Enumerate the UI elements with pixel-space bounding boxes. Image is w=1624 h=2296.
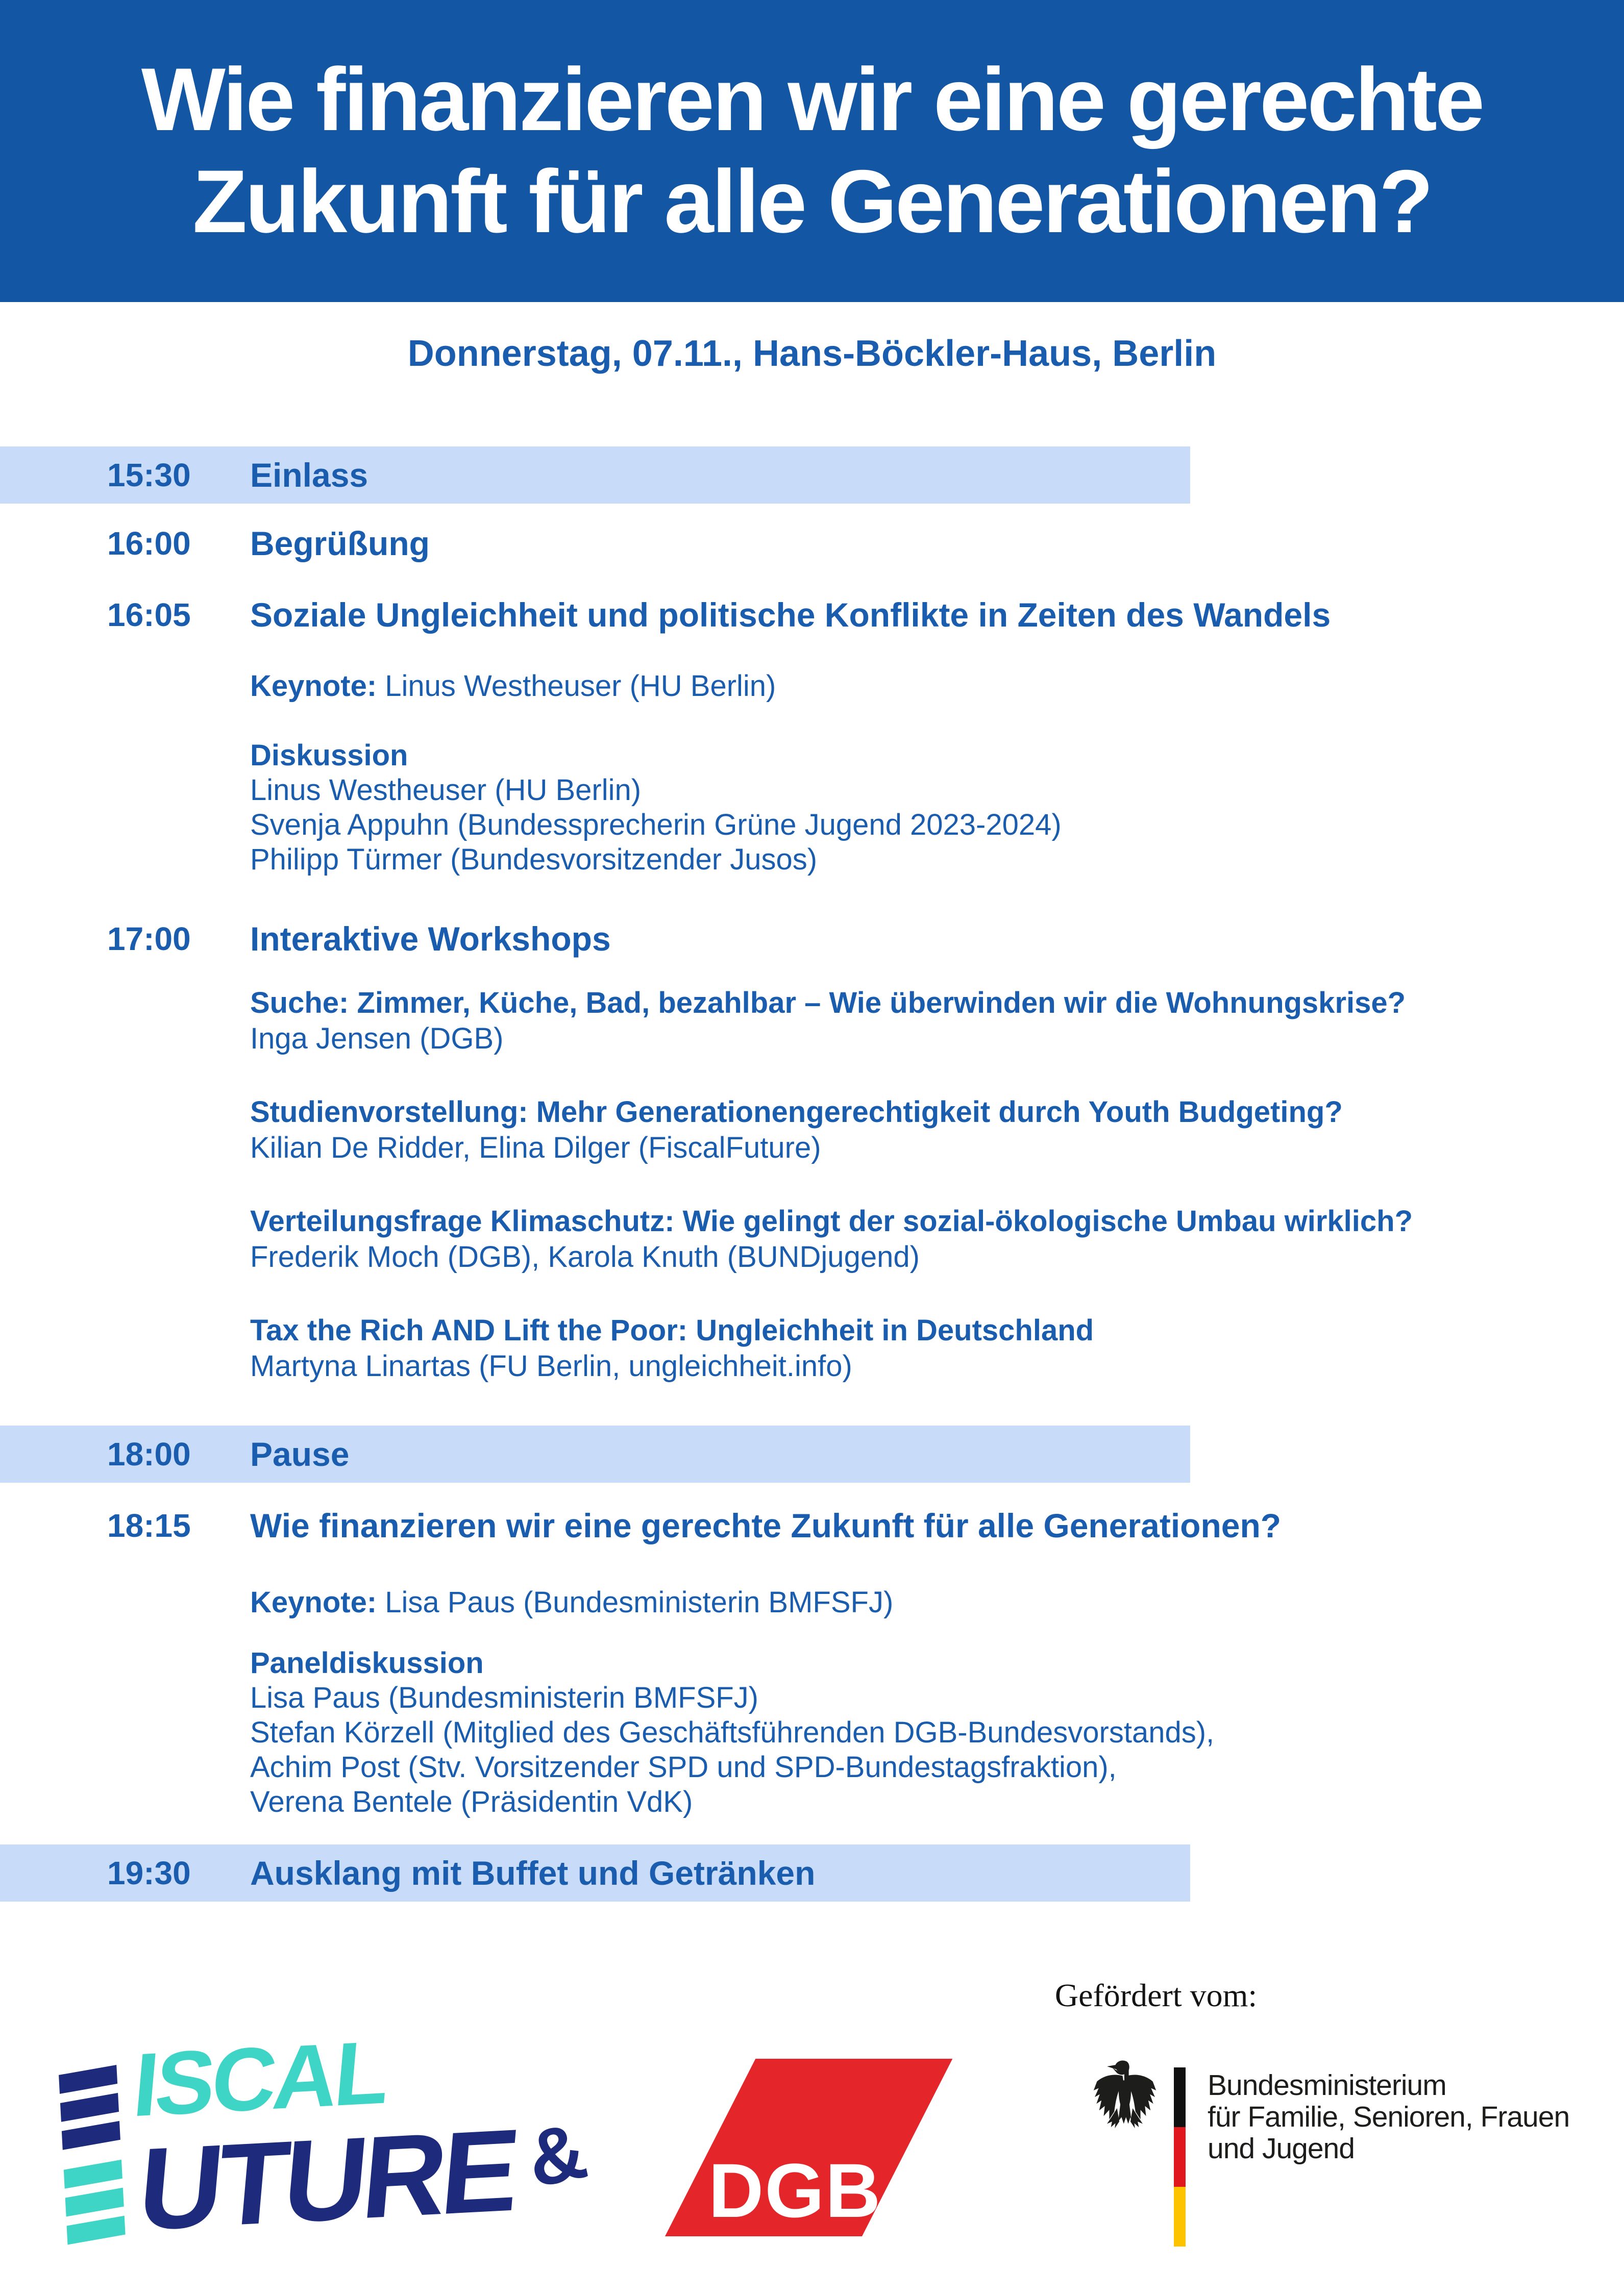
time-label: 18:00 [107, 1436, 191, 1473]
session-title: Ausklang mit Buffet und Getränken [250, 1854, 816, 1892]
event-date-location: Donnerstag, 07.11., Hans-Böckler-Haus, Berlin [407, 333, 1217, 374]
page-title [141, 49, 1483, 253]
keynote-line [250, 669, 1603, 703]
ampersand: & [520, 2106, 594, 2204]
bmfsfj-line2: für Familie, Senioren, Frauen [1208, 2101, 1570, 2133]
future-word: UTURE [133, 2105, 520, 2255]
workshop-speakers: Kilian De Ridder, Elina Dilger (FiscalFuture) [250, 1131, 821, 1164]
workshop-speakers: Martyna Linartas (FU Berlin, ungleichheit.info) [250, 1350, 852, 1383]
bmfsfj-logo-text [1208, 2069, 1569, 2164]
panelist: Achim Post (Stv. Vorsitzender SPD und SPD-Bundestagsfraktion), [250, 1751, 1117, 1784]
dgb-logo-text: DGB [708, 2148, 882, 2233]
paneldiscussion-block [250, 1646, 1603, 1819]
keynote-line [250, 1586, 1603, 1619]
keynote-speaker: Linus Westheuser (HU Berlin) [377, 669, 776, 703]
bmfsfj-line3: und Jugend [1208, 2132, 1355, 2165]
workshop-speakers: Frederik Moch (DGB), Karola Knuth (BUNDjugend) [250, 1240, 920, 1274]
paneldiscussion-label: Paneldiskussion [250, 1646, 484, 1680]
bmfsfj-line1: Bundesministerium [1208, 2069, 1446, 2102]
time-label: 15:30 [107, 457, 191, 493]
discussion-label: Diskussion [250, 739, 408, 772]
panelist: Verena Bentele (Präsidentin VdK) [250, 1785, 693, 1818]
schedule-row-pause [0, 1426, 1190, 1483]
time-label: 17:00 [107, 920, 191, 957]
session-title: Einlass [250, 456, 368, 494]
funding-label: Gefördert vom: [1054, 1977, 1258, 2013]
keynote-label: Keynote: [250, 1586, 377, 1619]
header-banner [0, 0, 1624, 302]
future-f-bars-icon [63, 2163, 128, 2250]
schedule-row-ausklang [0, 1844, 1190, 1902]
session-title: Begrüßung [250, 525, 430, 562]
workshop-title: Verteilungsfrage Klimaschutz: Wie gelingt der sozial-ökologische Umbau wirklich? [250, 1205, 1413, 1238]
session-title: Soziale Ungleichheit und politische Konflikte in Zeiten des Wandels [250, 596, 1331, 634]
german-flag-stripe-icon [1174, 2067, 1186, 2247]
panelist: Philipp Türmer (Bundesvorsitzender Jusos) [250, 843, 818, 876]
federal-eagle-icon [1091, 2060, 1159, 2135]
fiscal-future-logo [57, 2021, 527, 2259]
session-title: Wie finanzieren wir eine gerechte Zukunft für alle Generationen? [250, 1507, 1282, 1544]
session-title: Pause [250, 1435, 350, 1473]
panelist: Linus Westheuser (HU Berlin) [250, 773, 642, 807]
keynote-label: Keynote: [250, 669, 377, 703]
workshop-speakers: Inga Jensen (DGB) [250, 1022, 504, 1055]
time-label: 16:00 [107, 525, 191, 562]
panelist: Lisa Paus (Bundesministerin BMFSFJ) [250, 1681, 758, 1714]
schedule-row-einlass [0, 446, 1190, 504]
workshop-title: Studienvorstellung: Mehr Generationengerechtigkeit durch Youth Budgeting? [250, 1095, 1343, 1129]
page-title-line2: Zukunft für alle Generationen? [192, 152, 1432, 252]
panelist: Svenja Appuhn (Bundessprecherin Grüne Jugend 2023-2024) [250, 808, 1062, 841]
page-title-line1: Wie finanzieren wir eine gerechte [141, 50, 1483, 149]
workshop-title: Suche: Zimmer, Küche, Bad, bezahlbar – Wie überwinden wir die Wohnungskrise? [250, 986, 1406, 1019]
panelist: Stefan Körzell (Mitglied des Geschäftsführenden DGB-Bundesvorstands), [250, 1716, 1215, 1749]
discussion-block [250, 738, 1603, 877]
time-label: 16:05 [107, 596, 191, 633]
time-label: 18:15 [107, 1507, 191, 1544]
time-label: 19:30 [107, 1855, 191, 1891]
fiscal-word: ISCAL [129, 2022, 391, 2136]
workshop-title: Tax the Rich AND Lift the Poor: Ungleichheit in Deutschland [250, 1314, 1094, 1347]
keynote-speaker: Lisa Paus (Bundesministerin BMFSFJ) [377, 1586, 894, 1619]
session-title: Interaktive Workshops [250, 920, 611, 958]
